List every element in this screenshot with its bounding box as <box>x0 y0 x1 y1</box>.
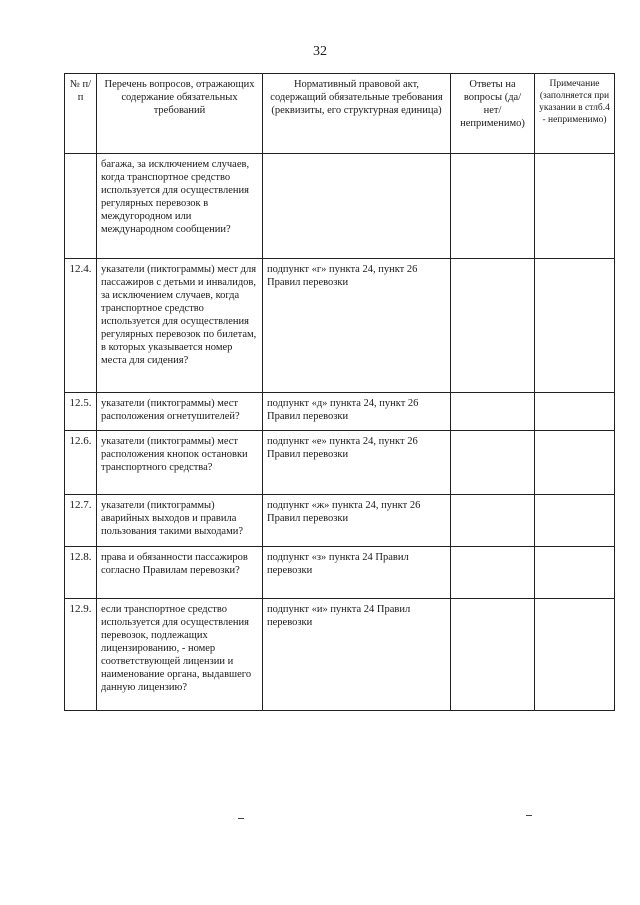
row-note-cell[interactable] <box>535 154 615 259</box>
row-note-cell[interactable] <box>535 393 615 431</box>
row-num: 12.5. <box>65 393 97 431</box>
row-num <box>65 154 97 259</box>
row-legal-act: подпункт «и» пункта 24 Правил перевозки <box>263 599 451 711</box>
row-note-cell[interactable] <box>535 259 615 393</box>
table-row <box>65 393 615 431</box>
table-header-row <box>65 74 615 154</box>
header-question: Перечень вопросов, отражающих содержание обязательных требований <box>97 74 263 154</box>
row-num: 12.8. <box>65 547 97 599</box>
row-legal-act: подпункт «ж» пункта 24, пункт 26 Правил перевозки <box>263 495 451 547</box>
row-question: багажа, за исключением случаев, когда транспортное средство используется для осуществления регулярных перевозок в междугородном или международном сообщении? <box>97 154 263 259</box>
table-row <box>65 154 615 259</box>
row-note-cell[interactable] <box>535 431 615 495</box>
row-answer-cell[interactable] <box>451 393 535 431</box>
row-answer-cell[interactable] <box>451 431 535 495</box>
header-legal-act: Нормативный правовой акт, содержащий обязательные требования (реквизиты, его структурная единица) <box>263 74 451 154</box>
row-answer-cell[interactable] <box>451 547 535 599</box>
scan-mark <box>238 818 244 819</box>
row-question: указатели (пиктограммы) аварийных выходов и правила пользования такими выходами? <box>97 495 263 547</box>
row-legal-act: подпункт «д» пункта 24, пункт 26 Правил перевозки <box>263 393 451 431</box>
page-number: 32 <box>313 44 327 59</box>
row-num: 12.7. <box>65 495 97 547</box>
header-answer: Ответы на вопросы (да/нет/ неприменимо) <box>451 74 535 154</box>
row-answer-cell[interactable] <box>451 495 535 547</box>
row-legal-act: подпункт «з» пункта 24 Правил перевозки <box>263 547 451 599</box>
row-legal-act <box>263 154 451 259</box>
requirements-checklist-table <box>64 73 615 711</box>
row-note-cell[interactable] <box>535 547 615 599</box>
header-num: № п/п <box>65 74 97 154</box>
row-question: если транспортное средство используется для осуществления перевозок, подлежащих лицензированию, - номер соответствующей лицензии и наименование органа, выдавшего данную лицензию? <box>97 599 263 711</box>
row-question: указатели (пиктограммы) мест расположения огнетушителей? <box>97 393 263 431</box>
row-num: 12.9. <box>65 599 97 711</box>
table-row <box>65 495 615 547</box>
table-row <box>65 431 615 495</box>
scan-mark <box>526 815 532 816</box>
row-answer-cell[interactable] <box>451 599 535 711</box>
row-question: указатели (пиктограммы) мест расположения кнопок остановки транспортного средства? <box>97 431 263 495</box>
row-note-cell[interactable] <box>535 599 615 711</box>
table-row <box>65 599 615 711</box>
row-legal-act: подпункт «г» пункта 24, пункт 26 Правил перевозки <box>263 259 451 393</box>
row-answer-cell[interactable] <box>451 154 535 259</box>
row-note-cell[interactable] <box>535 495 615 547</box>
row-num: 12.4. <box>65 259 97 393</box>
row-question: указатели (пиктограммы) мест для пассажиров с детьми и инвалидов, за исключением случаев, когда транспортное средство используется для осуществления регулярных перевозок по билетам, в которых указывается номер места для сидения? <box>97 259 263 393</box>
table-row <box>65 547 615 599</box>
table-row <box>65 259 615 393</box>
row-legal-act: подпункт «е» пункта 24, пункт 26 Правил перевозки <box>263 431 451 495</box>
row-answer-cell[interactable] <box>451 259 535 393</box>
row-question: права и обязанности пассажиров согласно Правилам перевозки? <box>97 547 263 599</box>
row-num: 12.6. <box>65 431 97 495</box>
header-note: Примечание (заполняется при указании в стлб.4 - неприменимо) <box>535 74 615 154</box>
